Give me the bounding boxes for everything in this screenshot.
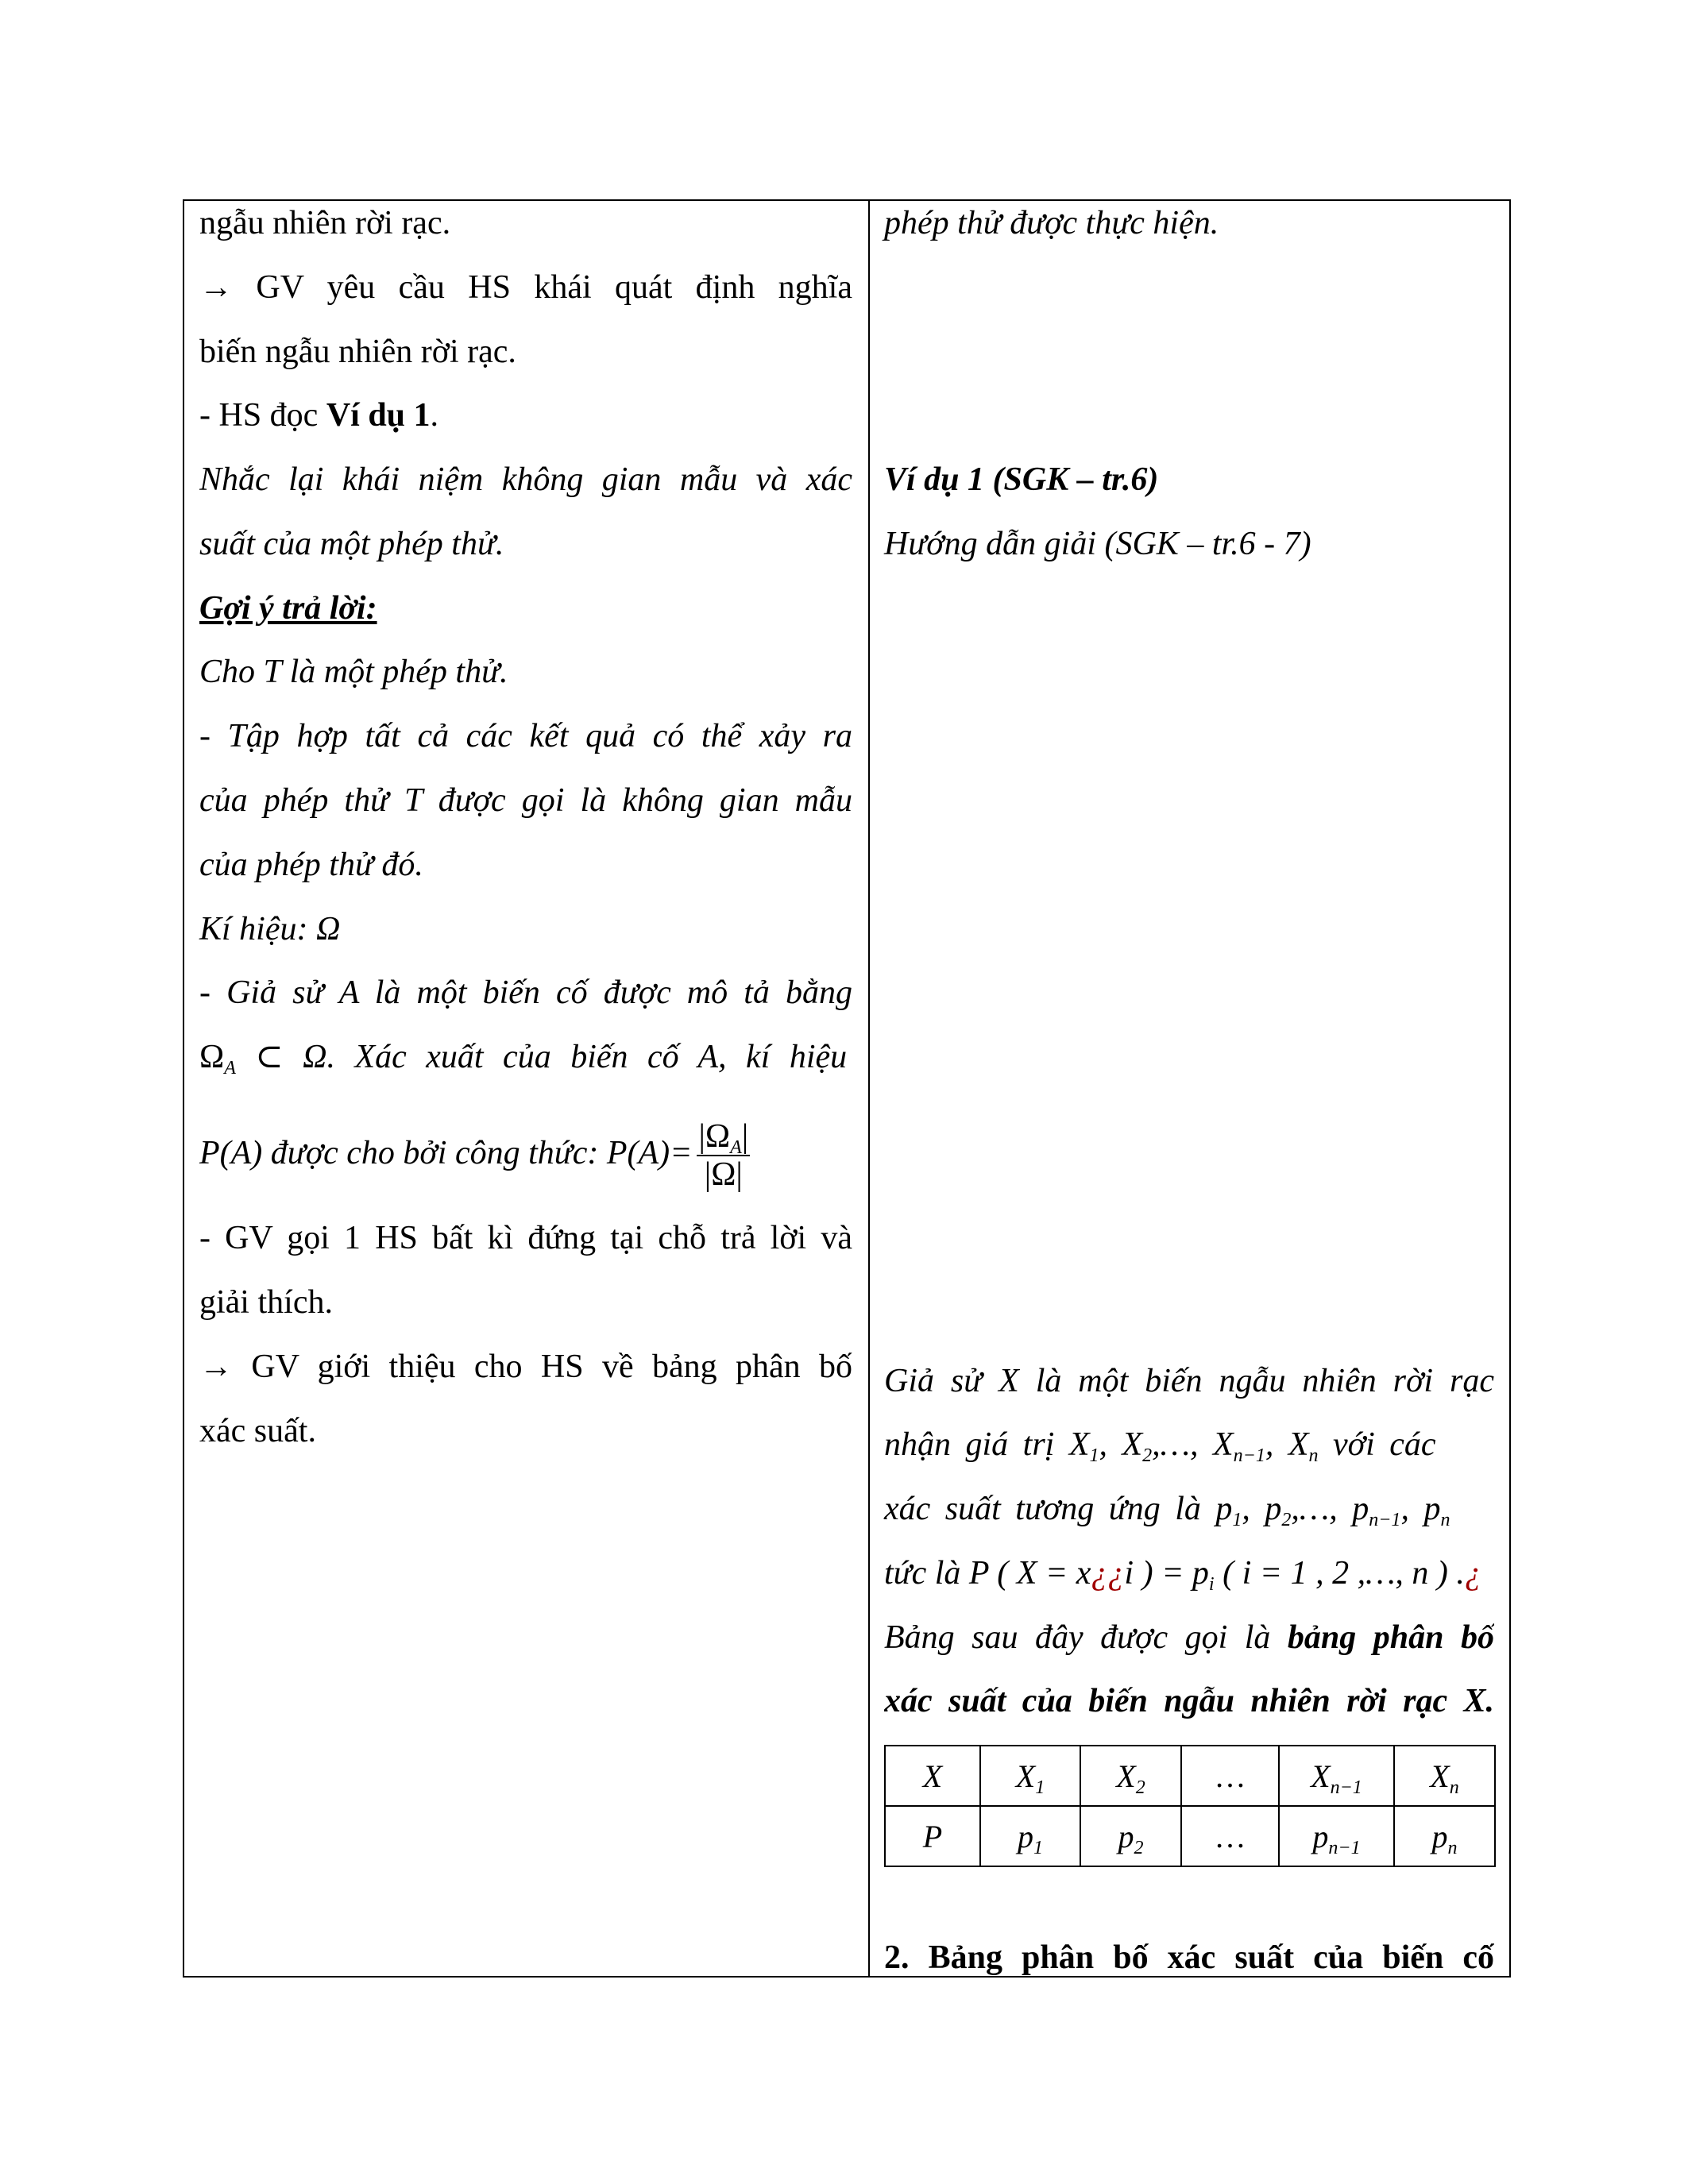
t: … <box>1214 1758 1246 1794</box>
text: ⊂ Ω. Xác xuất của biến cố A, kí hiệu <box>235 1039 848 1075</box>
subscript: n <box>1449 1777 1459 1798</box>
t: Bảng sau đây được gọi là <box>884 1619 1288 1656</box>
left-line: - GV gọi 1 HS bất kì đứng tại chỗ trả lời và <box>199 1220 852 1256</box>
table-cell <box>980 1746 1080 1806</box>
distribution-table <box>884 1745 1496 1867</box>
t: ( i = 1 , 2 ,…, n ) . <box>1214 1555 1465 1592</box>
table-row <box>885 1806 1495 1866</box>
t: i ) = p <box>1124 1555 1209 1592</box>
text: - HS đọc <box>199 397 326 434</box>
left-line: Cho T là một phép thử. <box>199 654 508 690</box>
table-cell <box>1394 1746 1495 1806</box>
table-row <box>885 1746 1495 1806</box>
t: bảng phân bố <box>1287 1619 1494 1656</box>
left-line: của phép thử T được gọi là không gian mẫu <box>199 782 852 819</box>
t: X <box>1311 1758 1331 1794</box>
t: P ( X = x <box>968 1555 1091 1592</box>
table-cell <box>885 1746 980 1806</box>
t: X <box>1015 1758 1036 1794</box>
t: , p <box>1400 1491 1441 1527</box>
t: với các <box>1318 1426 1436 1463</box>
t: ,…, X <box>1152 1426 1234 1463</box>
left-line: xác suất. <box>199 1413 316 1449</box>
t: X <box>922 1758 943 1794</box>
subscript: 2 <box>1281 1510 1292 1530</box>
subscript: i <box>1208 1574 1215 1595</box>
subscript: 1 <box>1232 1510 1242 1530</box>
left-line: của phép thử đó. <box>199 847 423 883</box>
t: ,…, p <box>1291 1491 1369 1527</box>
t: p <box>1431 1818 1448 1854</box>
section-heading: 2. Bảng phân bố xác suất của biến cố <box>884 1939 1494 1976</box>
left-line: ngẫu nhiên rời rạc. <box>199 205 451 241</box>
example-heading: Ví dụ 1 (SGK – tr.6) <box>884 461 1159 498</box>
right-line <box>884 1477 1494 1542</box>
table-cell <box>1181 1806 1279 1866</box>
subscript: n <box>1308 1445 1319 1466</box>
table-cell <box>1394 1806 1495 1866</box>
left-line: suất của một phép thử. <box>199 526 504 562</box>
subscript: n <box>1447 1837 1458 1858</box>
subscript: 2 <box>1135 1777 1145 1798</box>
left-line: - Giả sử A là một biến cố được mô tả bằng <box>199 974 852 1011</box>
subscript: 1 <box>1035 1777 1045 1798</box>
subscript: n−1 <box>1328 1837 1361 1858</box>
omega-a: Ω <box>199 1039 225 1075</box>
right-line: Giả sử X là một biến ngẫu nhiên rời rạc <box>884 1363 1494 1399</box>
t: ¿¿ <box>1091 1555 1125 1592</box>
t: p <box>1215 1491 1233 1527</box>
left-line: → GV giới thiệu cho HS về bảng phân bố <box>199 1349 852 1385</box>
table-cell <box>1279 1806 1394 1866</box>
t: p <box>1018 1818 1033 1854</box>
t: ¿ <box>1464 1555 1481 1592</box>
t: |Ω <box>698 1118 731 1156</box>
left-line: giải thích. <box>199 1284 333 1321</box>
text: P(A) được cho bởi công thức: P(A)= <box>199 1135 693 1171</box>
left-line: Kí hiệu: Ω <box>199 911 341 947</box>
t: p <box>1118 1818 1134 1854</box>
left-line <box>199 1025 852 1090</box>
left-line <box>199 384 852 448</box>
t: tức là <box>884 1555 969 1592</box>
table-cell <box>1181 1746 1279 1806</box>
right-line <box>884 1542 1494 1606</box>
right-line: xác suất của biến ngẫu nhiên rời rạc X. <box>884 1683 1494 1719</box>
denominator: |Ω| <box>704 1156 743 1194</box>
numerator <box>697 1118 750 1159</box>
subscript: n−1 <box>1330 1777 1362 1798</box>
subscript: n <box>1440 1510 1450 1530</box>
t: … <box>1214 1818 1246 1854</box>
example-ref: Ví dụ 1 <box>326 397 431 434</box>
column-divider <box>868 199 870 1978</box>
subscript: 1 <box>1033 1837 1043 1858</box>
text: . <box>430 397 439 434</box>
left-line: Nhắc lại khái niệm không gian mẫu và xác <box>199 461 852 498</box>
subscript: 1 <box>1089 1445 1099 1466</box>
t: xác suất tương ứng là <box>884 1491 1216 1527</box>
right-line <box>884 1606 1494 1670</box>
t: , X <box>1265 1426 1309 1463</box>
t: P <box>922 1818 943 1854</box>
right-line: Hướng dẫn giải (SGK – tr.6 - 7) <box>884 526 1311 562</box>
t: p <box>1312 1818 1329 1854</box>
subscript: n−1 <box>1369 1510 1401 1530</box>
left-line: → GV yêu cầu HS khái quát định nghĩa <box>199 269 852 306</box>
t: X <box>1068 1426 1090 1463</box>
subscript: n−1 <box>1233 1445 1265 1466</box>
right-line <box>884 1413 1494 1477</box>
fraction <box>697 1118 750 1193</box>
table-cell <box>1279 1746 1394 1806</box>
subscript: 2 <box>1142 1445 1153 1466</box>
t: | <box>741 1118 749 1156</box>
t: nhận giá trị <box>884 1426 1069 1463</box>
table-cell <box>1080 1806 1181 1866</box>
probability-formula <box>199 1109 852 1197</box>
table-cell <box>980 1806 1080 1866</box>
right-line: phép thử được thực hiện. <box>884 205 1219 241</box>
t: X <box>1430 1758 1450 1794</box>
subscript: A <box>224 1058 236 1078</box>
answer-hint-heading: Gợi ý trả lời: <box>199 590 377 627</box>
subscript: 2 <box>1134 1837 1144 1858</box>
left-line: - Tập hợp tất cả các kết quả có thể xảy ra <box>199 718 852 754</box>
subscript: A <box>730 1137 742 1159</box>
table-cell <box>885 1806 980 1866</box>
t: , p <box>1242 1491 1282 1527</box>
t: , X <box>1099 1426 1143 1463</box>
table-cell <box>1080 1746 1181 1806</box>
t: X <box>1116 1758 1136 1794</box>
left-line: biến ngẫu nhiên rời rạc. <box>199 334 516 370</box>
